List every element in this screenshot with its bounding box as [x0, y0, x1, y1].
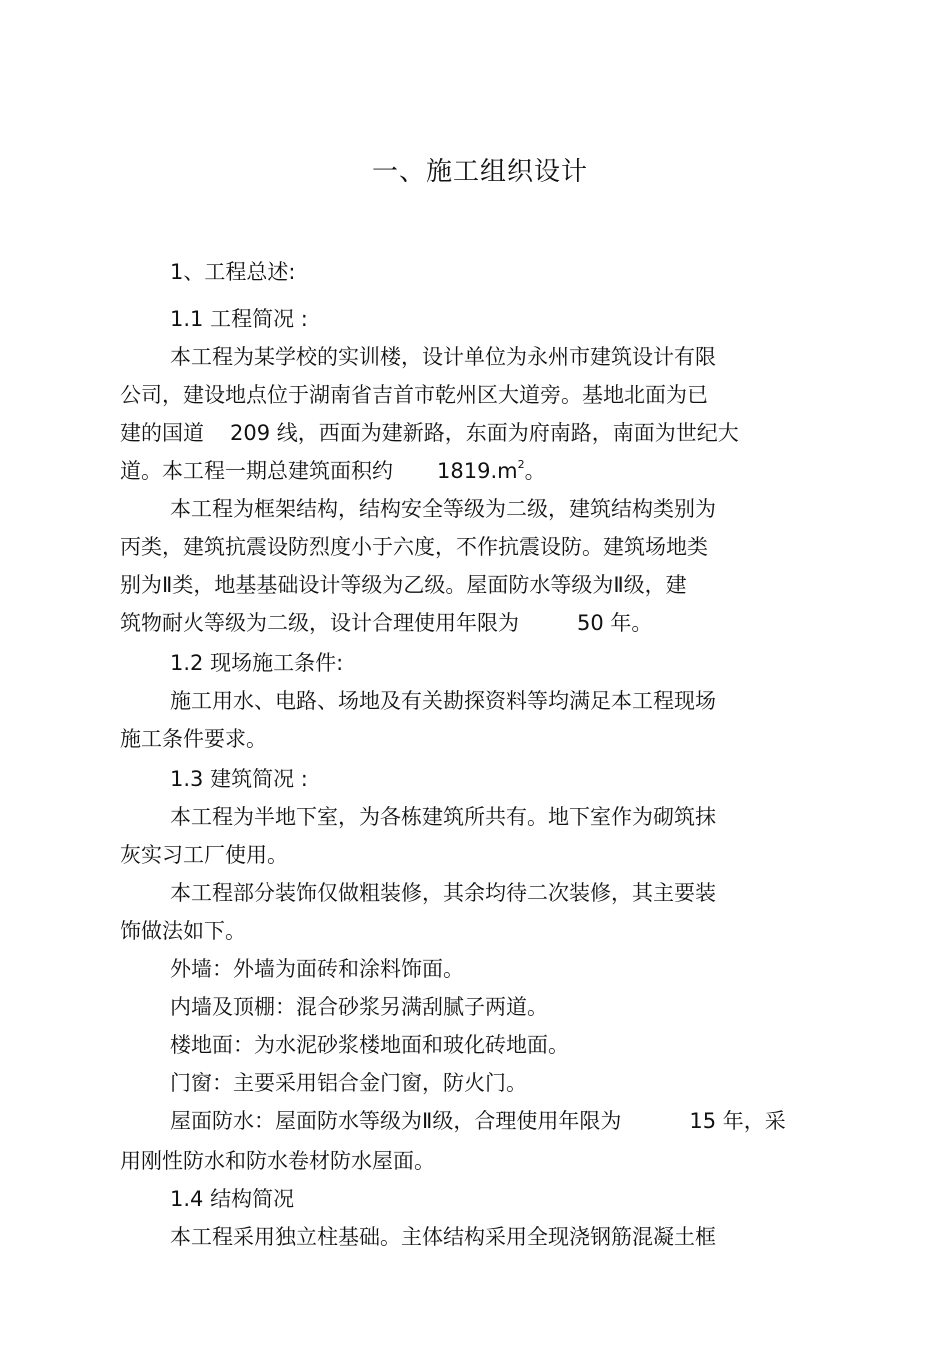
text-run: 15 年，采: [689, 1109, 786, 1133]
subsection-heading: 1.3 建筑简况 :: [170, 767, 308, 791]
section-heading: 1、工程总述:: [170, 260, 296, 284]
subsection-heading: 1.4 结构简况: [170, 1187, 295, 1211]
paragraph-line: 公司，建设地点位于湖南省吉首市乾州区大道旁。基地北面为已: [120, 383, 708, 407]
paragraph-line: 本工程为某学校的实训楼，设计单位为永州市建筑设计有限: [170, 345, 716, 369]
paragraph-line: 别为Ⅱ类，地基基础设计等级为乙级。屋面防水等级为Ⅱ级，建: [120, 573, 687, 597]
paragraph-line: [120, 608, 652, 638]
text-run: 50 年。: [577, 611, 653, 635]
subsection-heading: 1.1 工程简况 :: [170, 307, 308, 331]
text-run: 屋面防水：屋面防水等级为Ⅱ级，合理使用年限为: [170, 1109, 622, 1133]
paragraph-line: 本工程为框架结构，结构安全等级为二级，建筑结构类别为: [170, 497, 716, 521]
paragraph-line: 门窗：主要采用铝合金门窗，防火门。: [170, 1071, 527, 1095]
paragraph-line: 本工程采用独立柱基础。主体结构采用全现浇钢筋混凝土框: [170, 1225, 716, 1249]
paragraph-line: 丙类，建筑抗震设防烈度小于六度，不作抗震设防。建筑场地类: [120, 535, 708, 559]
paragraph-line: 本工程为半地下室，为各栋建筑所共有。地下室作为砌筑抹: [170, 805, 716, 829]
paragraph-line: 施工条件要求。: [120, 727, 267, 751]
area-value: 1819.m: [437, 459, 518, 483]
paragraph-line: 内墙及顶棚：混合砂浆另满刮腻子两道。: [170, 995, 548, 1019]
paragraph-line: 灰实习工厂使用。: [120, 843, 288, 867]
paragraph-line: [120, 418, 739, 448]
text-run: 。: [524, 459, 546, 483]
text-run: 筑物耐火等级为二级，设计合理使用年限为: [120, 611, 519, 635]
paragraph-line: 本工程部分装饰仅做粗装修，其余均待二次装修，其主要装: [170, 881, 716, 905]
page-title: 一、施工组织设计: [371, 157, 588, 187]
paragraph-line: 用刚性防水和防水卷材防水屋面。: [120, 1149, 435, 1173]
text-run: 道。本工程一期总建筑面积约: [120, 459, 393, 483]
superscript: 2: [517, 458, 525, 471]
paragraph-line: 楼地面：为水泥砂浆楼地面和玻化砖地面。: [170, 1033, 569, 1057]
paragraph-line: [120, 456, 546, 486]
subsection-heading: 1.2 现场施工条件:: [170, 651, 344, 675]
paragraph-line: 施工用水、电路、场地及有关勘探资料等均满足本工程现场: [170, 689, 716, 713]
text-run: 建的国道: [120, 421, 204, 445]
paragraph-line: [170, 1106, 786, 1136]
paragraph-line: 外墙：外墙为面砖和涂料饰面。: [170, 957, 464, 981]
paragraph-line: 饰做法如下。: [120, 919, 246, 943]
text-run: 209 线，西面为建新路，东面为府南路，南面为世纪大: [230, 421, 739, 445]
